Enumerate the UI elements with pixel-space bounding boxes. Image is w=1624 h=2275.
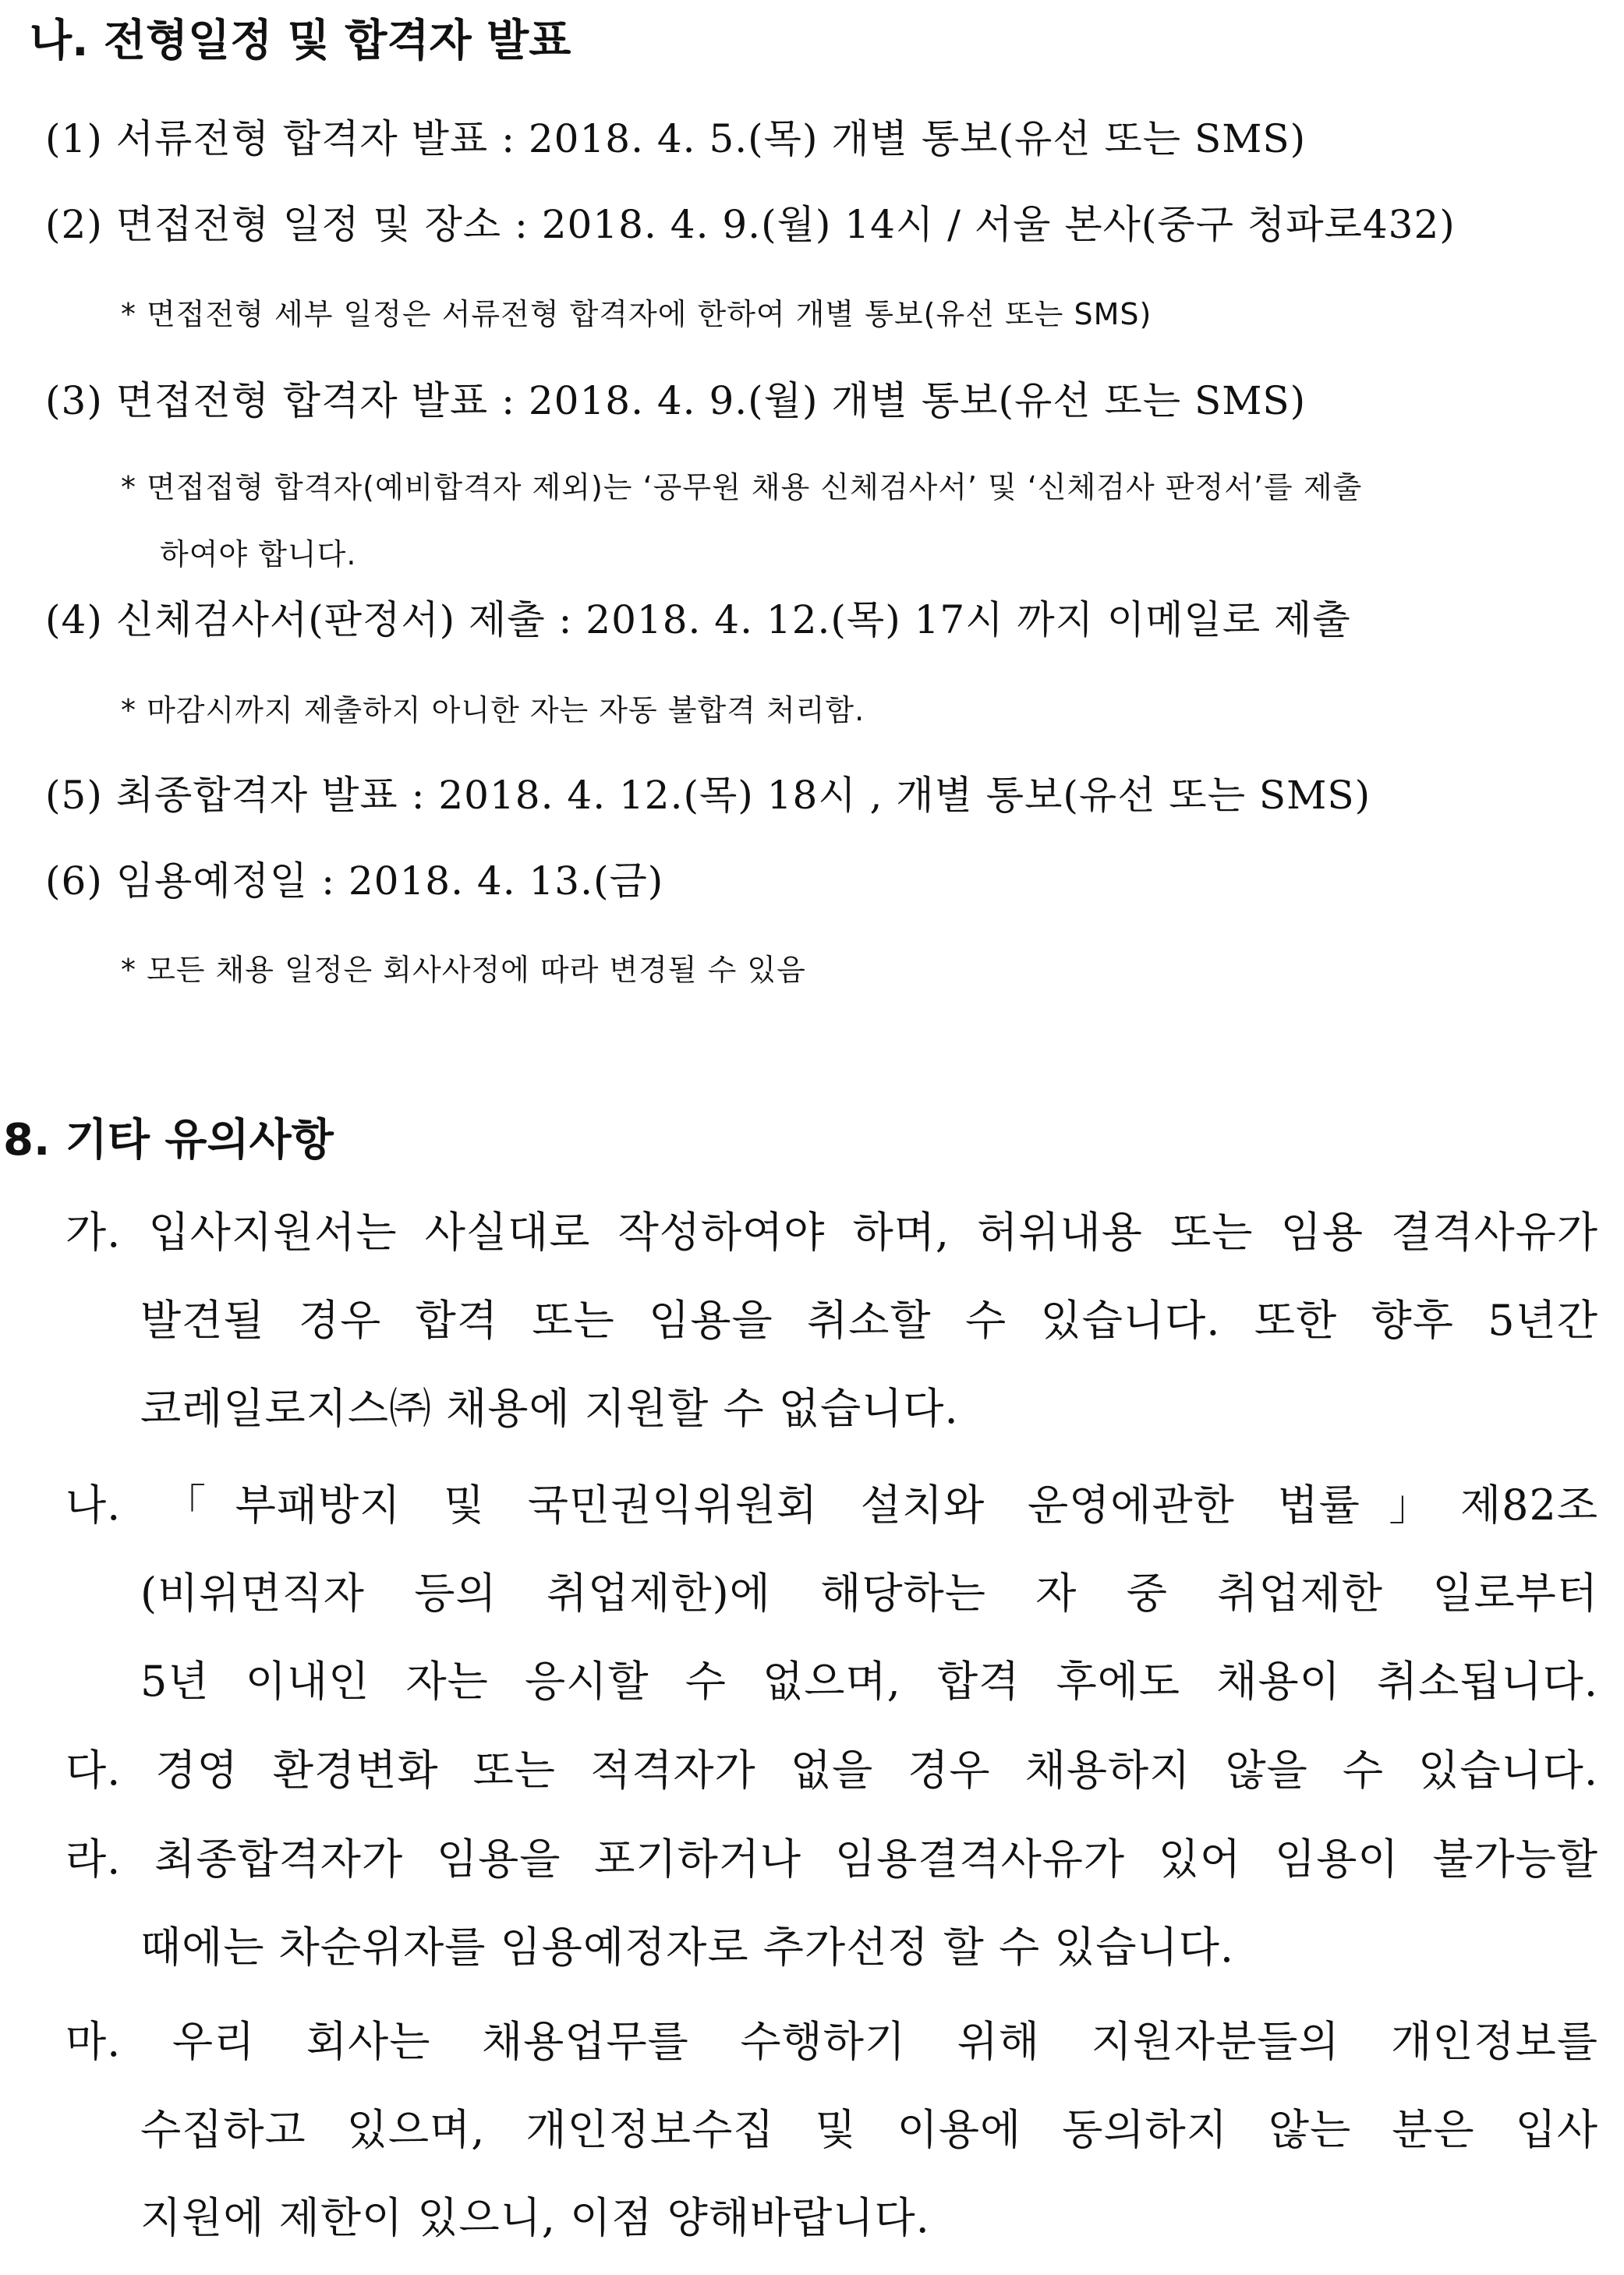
schedule-item-1: (1) 서류전형 합격자 발표 : 2018. 4. 5.(목) 개별 통보(유선 또는 SMS) bbox=[45, 116, 1307, 161]
note-na-line-2: (비위면직자 등의 취업제한)에 해당하는 자 중 취업제한 일로부터 bbox=[140, 1569, 1598, 1618]
schedule-note-2: * 면접전형 세부 일정은 서류전형 합격자에 한하여 개별 통보(유선 또는 SMS) bbox=[121, 297, 1152, 331]
schedule-item-6: (6) 임용예정일 : 2018. 4. 13.(금) bbox=[45, 858, 664, 904]
schedule-item-4: (4) 신체검사서(판정서) 제출 : 2018. 4. 12.(목) 17시 까지 이메일로 제출 bbox=[45, 597, 1351, 642]
note-na-line-3: 5년 이내인 자는 응시할 수 없으며, 합격 후에도 채용이 취소됩니다. bbox=[140, 1657, 1598, 1706]
note-da-line-1: 다. 경영 환경변화 또는 적격자가 없을 경우 채용하지 않을 수 있습니다. bbox=[65, 1746, 1598, 1795]
section-heading-schedule: 나. 전형일정 및 합격자 발표 bbox=[30, 16, 571, 66]
schedule-note-6: * 모든 채용 일정은 회사사정에 따라 변경될 수 있음 bbox=[121, 953, 806, 987]
note-ma-line-1: 마. 우리 회사는 채용업무를 수행하기 위해 지원자분들의 개인정보를 bbox=[65, 2017, 1598, 2066]
note-ra-line-1: 라. 최종합격자가 임용을 포기하거나 임용결격사유가 있어 임용이 불가능할 bbox=[65, 1835, 1598, 1884]
schedule-note-3b: 하여야 합니다. bbox=[160, 537, 357, 571]
schedule-note-3a: * 면접접형 합격자(예비합격자 제외)는 ‘공무원 채용 신체검사서’ 및 ‘신체검사 판정서’를 제출 bbox=[121, 470, 1363, 504]
note-na-line-1: 나. 「부패방지 및 국민권익위원회 설치와 운영에관한 법률」제82조 bbox=[65, 1481, 1598, 1530]
note-ga-line-2: 발견될 경우 합격 또는 임용을 취소할 수 있습니다. 또한 향후 5년간 bbox=[140, 1296, 1598, 1345]
note-ma-line-3: 지원에 제한이 있으니, 이점 양해바랍니다. bbox=[140, 2193, 930, 2242]
note-ga-line-3: 코레일로지스㈜ 채용에 지원할 수 없습니다. bbox=[140, 1384, 959, 1433]
note-ga-line-1: 가. 입사지원서는 사실대로 작성하여야 하며, 허위내용 또는 임용 결격사유가 bbox=[65, 1208, 1598, 1257]
schedule-item-5: (5) 최종합격자 발표 : 2018. 4. 12.(목) 18시 , 개별 통보(유선 또는 SMS) bbox=[45, 773, 1371, 818]
schedule-item-2: (2) 면접전형 일정 및 장소 : 2018. 4. 9.(월) 14시 / 서울 본사(중구 청파로432) bbox=[45, 202, 1456, 247]
schedule-item-3: (3) 면접전형 합격자 발표 : 2018. 4. 9.(월) 개별 통보(유선 또는 SMS) bbox=[45, 378, 1307, 423]
schedule-note-4: * 마감시까지 제출하지 아니한 자는 자동 불합격 처리함. bbox=[121, 693, 865, 727]
note-ma-line-2: 수집하고 있으며, 개인정보수집 및 이용에 동의하지 않는 분은 입사 bbox=[140, 2105, 1598, 2154]
note-ra-line-2: 때에는 차순위자를 임용예정자로 추가선정 할 수 있습니다. bbox=[140, 1923, 1235, 1972]
section-heading-notes: 8. 기타 유의사항 bbox=[3, 1115, 334, 1166]
